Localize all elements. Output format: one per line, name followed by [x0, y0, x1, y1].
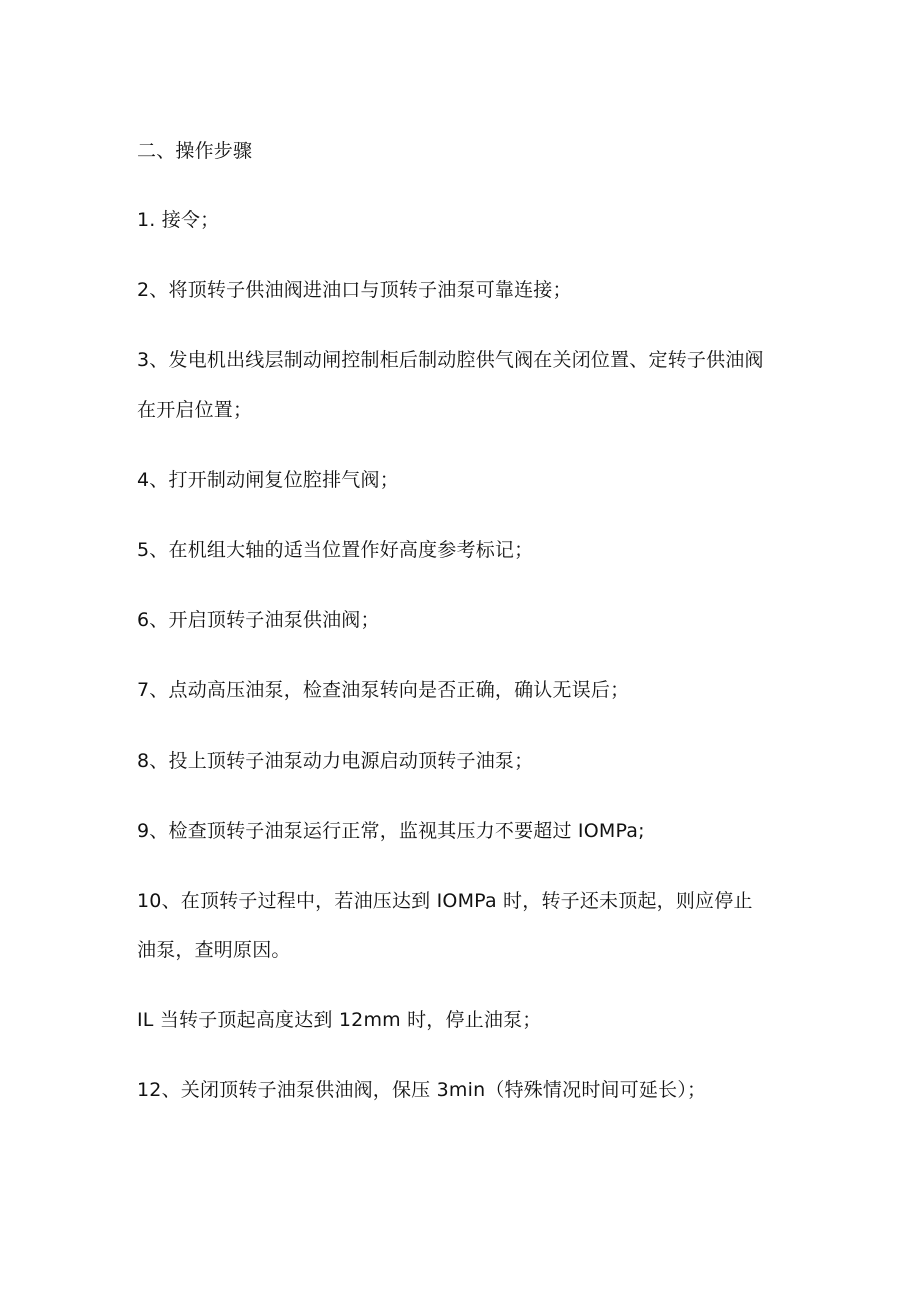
section-heading: 二、操作步骤	[137, 140, 253, 162]
step-1: 1. 接令；	[137, 209, 220, 231]
step-6: 6、开启顶转子油泵供油阀；	[137, 609, 380, 631]
step-11: IL 当转子顶起高度达到 12mm 时，停止油泵；	[137, 1009, 542, 1031]
step-12: 12、关闭顶转子油泵供油阀，保压 3min（特殊情况时间可延长）；	[137, 1079, 707, 1101]
step-2: 2、将顶转子供油阀进油口与顶转子油泵可靠连接；	[137, 279, 572, 301]
step-10-line-1: 10、在顶转子过程中，若油压达到 IOMPa 时，转子还未顶起，则应停止	[137, 890, 753, 912]
step-3-line-1: 3、发电机出线层制动闸控制柜后制动腔供气阀在关闭位置、定转子供油阀	[137, 349, 764, 371]
step-10-line-2: 油泵，查明原因。	[137, 939, 291, 961]
step-8: 8、投上顶转子油泵动力电源启动顶转子油泵；	[137, 750, 534, 772]
step-7: 7、点动高压油泵，检查油泵转向是否正确，确认无误后；	[137, 679, 630, 701]
step-3-line-2: 在开启位置；	[137, 399, 253, 421]
step-9: 9、检查顶转子油泵运行正常，监视其压力不要超过 IOMPa;	[137, 820, 645, 842]
step-5: 5、在机组大轴的适当位置作好高度参考标记；	[137, 539, 534, 561]
step-4: 4、打开制动闸复位腔排气阀；	[137, 469, 399, 491]
